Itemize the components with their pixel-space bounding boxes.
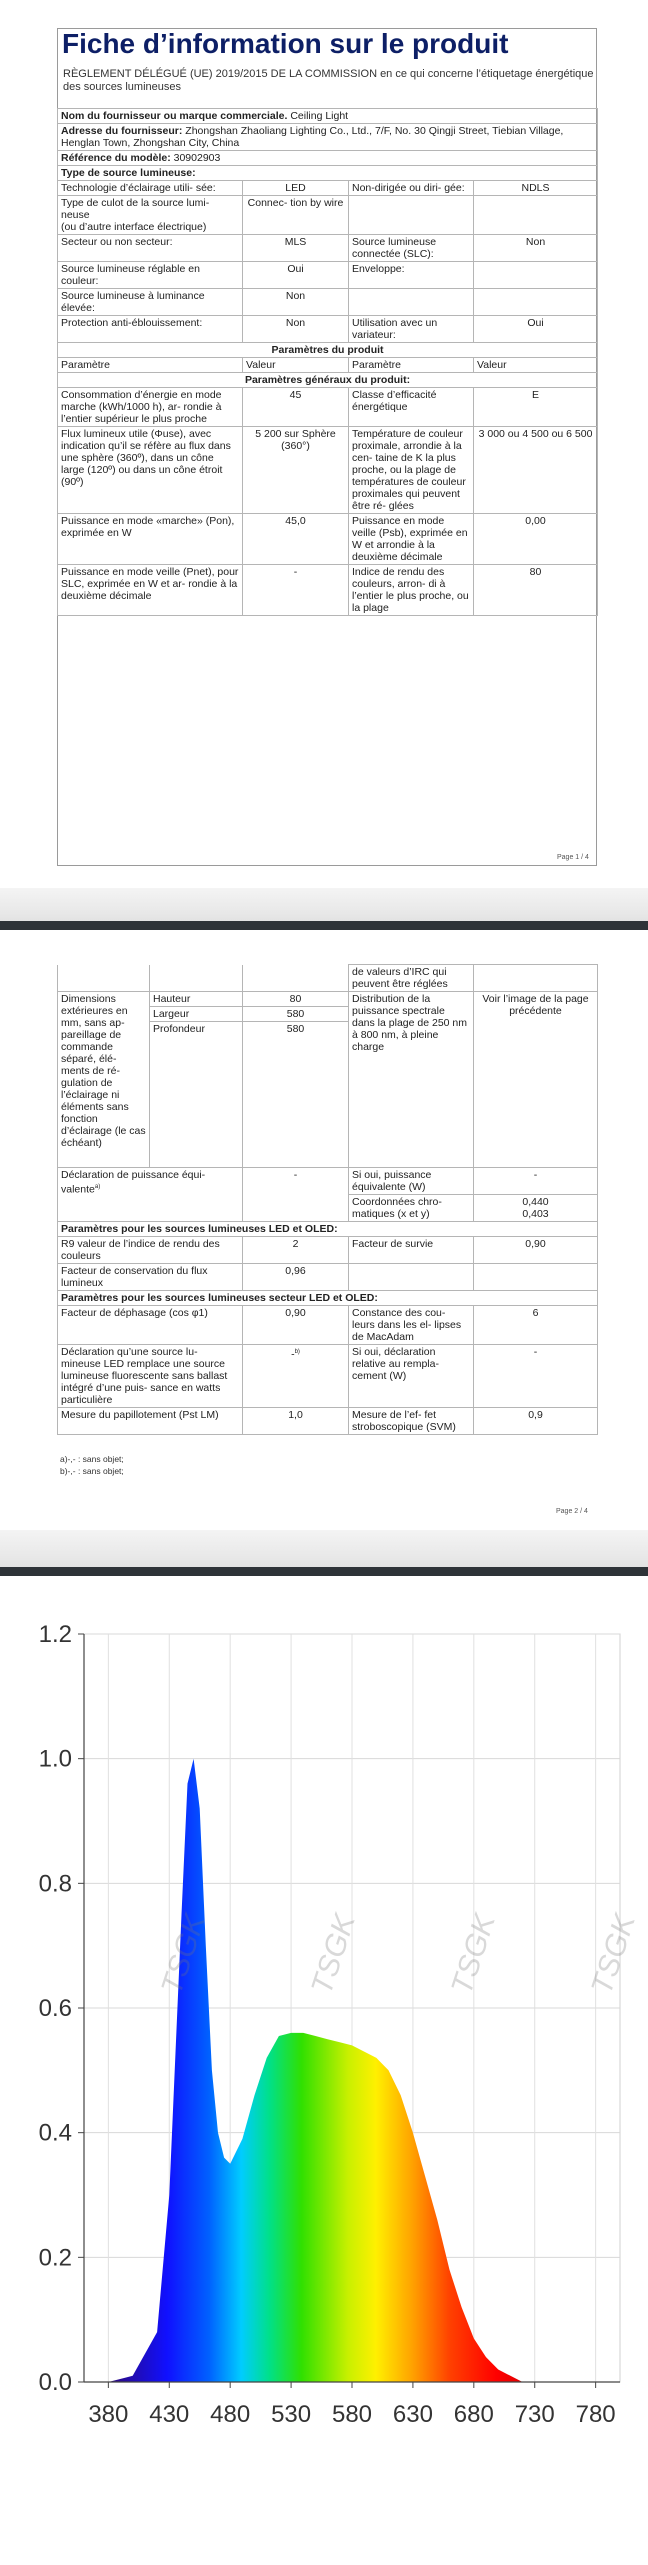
general-title-row [58,373,598,388]
dimension-label: Hauteur [150,992,243,1007]
dimension-value: 580 [243,1022,349,1168]
page-number: Page 2 / 4 [556,1508,588,1515]
param-label: Puissance en mode veille (Pnet), pour SLC, exprimée en W et ar- rondie à la deuxième décimale [58,565,243,616]
param-label: Température de couleur proximale, arrondie à la cen- taine de K la plus proche, ou la plage de températures de couleur proximales qui peuvent être ré- glées [349,427,474,514]
table-row [58,965,598,992]
supplier-row [58,109,598,124]
table-row [58,565,598,616]
param-value: MLS [243,235,349,262]
dimensions-label: Dimensions extérieures en mm, sans ap- pareillage de commande séparé, élé- ments de ré- gulation de l’éclairage ni éléments sans fonction d’éclairage (le cas échéant) [58,992,150,1168]
y-tick-label: 0.6 [38,1995,72,2022]
table-row [58,1264,598,1291]
table-row [58,181,598,196]
y-tick-label: 0.4 [38,2119,72,2147]
replacement-w-label: Si oui, déclaration relative au rempla- cement (W) [349,1345,474,1408]
param-label: Source lumineuse à luminance élevée: [58,289,243,316]
table-row [58,1168,598,1195]
y-tick-label: 0.8 [38,1870,72,1898]
param-value [474,289,598,316]
mains-header: Paramètres pour les sources lumineuses secteur LED et OLED: [58,1291,598,1306]
y-tick-label: 0.0 [38,2369,72,2396]
product-info-table-continued [57,964,598,1435]
watermark: TSGK [305,1910,362,1999]
param-value: 80 [474,565,598,616]
x-tick-label: 530 [271,2401,312,2428]
page-1 [0,0,648,888]
macadam-label: Constance des cou- leurs dans les el- lipses de MacAdam [349,1306,474,1345]
equivalent-power-w-label: Si oui, puissance équivalente (W) [349,1168,474,1195]
y-tick-label: 0.2 [38,2244,72,2272]
y-tick-label: 1.2 [38,1621,72,1648]
param-label: Utilisation avec un variateur: [349,316,474,343]
page-2 [0,930,648,1530]
param-value: Connec- tion by wire [243,196,349,235]
param-value: 5 200 sur Sphère (360°) [243,427,349,514]
col-header-value: Valeur [474,358,598,373]
table-row [58,514,598,565]
page-gap [0,888,648,930]
param-label: Puissance en mode veille (Psb), exprimée en W et arrondie à la deuxième décimale [349,514,474,565]
chromaticity-x: 0,440 [522,1196,549,1208]
footnote-b: b)-,- : sans objet; [60,1466,124,1476]
x-tick-label: 480 [210,2401,251,2428]
param-label: Secteur ou non secteur: [58,235,243,262]
param-label [349,196,474,235]
survival-value: 0,90 [474,1237,598,1264]
param-value: Non [243,289,349,316]
param-value: NDLS [474,181,598,196]
spectrum-area [108,1759,522,2382]
table-row [58,1237,598,1264]
watermark: TSGK [445,1910,502,1999]
mains-header-row [58,1291,598,1306]
table-row [58,992,598,1007]
page-number: Page 1 / 4 [557,854,589,861]
param-label [349,289,474,316]
equivalent-power-w-value: - [474,1168,598,1195]
address-label: Adresse du fournisseur: [61,125,183,137]
model-label: Référence du modèle: [61,152,171,164]
pst-label: Mesure du papillotement (Pst LM) [58,1408,243,1435]
params-title-row [58,343,598,358]
dimension-label: Profondeur [150,1022,243,1168]
survival-label: Facteur de survie [349,1237,474,1264]
cri-range-label: de valeurs d’IRC qui peuvent être réglées [349,965,474,992]
footnote-ref: b) [294,1349,300,1355]
param-label: Flux lumineux utile (Φuse), avec indication qu’il se réfère au flux dans une sphère (360º), dans un cône large (120º) ou dans un cône étroit (90º) [58,427,243,514]
param-value [474,196,598,235]
param-value: 3 000 ou 4 500 ou 6 500 [474,427,598,514]
flux-maintenance-value: 0,96 [243,1264,349,1291]
table-row [58,388,598,427]
param-label: Enveloppe: [349,262,474,289]
x-tick-label: 430 [149,2401,190,2428]
dimension-value: 80 [243,992,349,1007]
param-label: Protection anti-éblouissement: [58,316,243,343]
dimension-value: 580 [243,1007,349,1022]
param-label: Indice de rendu des couleurs, arron- di à l’entier le plus proche, ou la plage [349,565,474,616]
page-3 [0,1576,648,2560]
equivalent-power-value: - [243,1168,349,1222]
x-tick-label: 630 [392,2401,433,2428]
supplier-value: Ceiling Light [290,110,349,122]
spectrum-chart [0,1576,648,2560]
supplier-label: Nom du fournisseur ou marque commerciale. [61,110,288,122]
param-label: Consommation d’énergie en mode marche (kWh/1000 h), ar- rondie à l’entier supérieur le plus proche [58,388,243,427]
param-label: Type de culot de la source lumi- neuse (ou d’autre interface électrique) [58,196,243,235]
param-value: LED [243,181,349,196]
table-row [58,427,598,514]
watermark: TSGK [155,1910,212,1999]
replacement-w-value: - [474,1345,598,1408]
table-row [58,235,598,262]
type-header-row [58,166,598,181]
param-label: Puissance en mode «marche» (Pon), exprimée en W [58,514,243,565]
table-row [58,1345,598,1408]
x-tick-label: 580 [331,2401,373,2428]
footnote-a: a)-,- : sans objet; [60,1454,124,1464]
type-header: Type de source lumineuse: [58,166,598,181]
x-tick-label: 380 [88,2401,129,2428]
param-value: Oui [474,316,598,343]
param-label: Non-dirigée ou diri- gée: [349,181,474,196]
table-row [58,316,598,343]
svm-label: Mesure de l’ef- fet stroboscopique (SVM) [349,1408,474,1435]
table-row [58,196,598,235]
col-header-value: Valeur [243,358,349,373]
table-row [58,262,598,289]
cosphi-label: Facteur de déphasage (cos φ1) [58,1306,243,1345]
cosphi-value: 0,90 [243,1306,349,1345]
dimension-label: Largeur [150,1007,243,1022]
spectral-label: Distribution de la puissance spectrale dans la plage de 250 nm à 800 nm, à pleine charge [349,992,474,1168]
equivalent-power-label: Déclaration de puissance équi- valente [61,1169,206,1196]
r9-value: 2 [243,1237,349,1264]
model-value: 30902903 [173,152,221,164]
col-header-param: Paramètre [58,358,243,373]
pst-value: 1,0 [243,1408,349,1435]
table-row [58,289,598,316]
address-row [58,124,598,151]
replacement-label: Déclaration qu’une source lu- mineuse LED remplace une source lumineuse fluorescente sans ballast intégré d’une puis- sance en watts particulière [58,1345,243,1408]
svm-value: 0,9 [474,1408,598,1435]
table-row [58,1408,598,1435]
led-header-row [58,1222,598,1237]
footnote-ref: a) [94,1184,101,1190]
param-label: Technologie d’éclairage utili- sée: [58,181,243,196]
y-tick-label: 1.0 [38,1745,72,1773]
r9-label: R9 valeur de l’indice de rendu des couleurs [58,1237,243,1264]
flux-maintenance-label: Facteur de conservation du flux lumineux [58,1264,243,1291]
col-header-param: Paramètre [349,358,474,373]
param-value: Non [243,316,349,343]
x-tick-label: 680 [453,2401,494,2428]
page-gap [0,1530,648,1576]
chromaticity-label: Coordonnées chro- matiques (x et y) [349,1195,474,1222]
watermark: TSGK [585,1910,642,1999]
param-label: Classe d’efficacité énergétique [349,388,474,427]
param-value: 45 [243,388,349,427]
column-header-row [58,358,598,373]
macadam-value: 6 [474,1306,598,1345]
x-tick-label: 730 [514,2401,555,2428]
page-subtitle: RÈGLEMENT DÉLÉGUÉ (UE) 2019/2015 DE LA COMMISSION en ce qui concerne l’étiquetage énergétique des sources lumineuses [63,68,594,93]
param-label: Source lumineuse connectée (SLC): [349,235,474,262]
model-row [58,151,598,166]
param-value: 0,00 [474,514,598,565]
x-tick-label: 780 [575,2401,616,2428]
param-value: Non [474,235,598,262]
param-value [474,262,598,289]
param-value: - [243,565,349,616]
replacement-value: - [291,1348,295,1361]
param-value: Oui [243,262,349,289]
page-title: Fiche d’information sur le produit [62,28,509,59]
params-title: Paramètres du produit [58,343,598,358]
address-value: Zhongshan Zhaoliang Lighting Co., Ltd., 7/F, No. 30 Qingji Street, Tiebian Village, Henglan Town, Zhongshan City, China [61,125,564,149]
param-label: Source lumineuse réglable en couleur: [58,262,243,289]
led-header: Paramètres pour les sources lumineuses LED et OLED: [58,1222,598,1237]
general-title: Paramètres généraux du produit: [58,373,598,388]
chromaticity-y: 0,403 [522,1208,549,1220]
product-info-table [57,108,598,616]
param-value: E [474,388,598,427]
table-row [58,1306,598,1345]
spectral-value: Voir l’image de la page précédente [474,992,598,1168]
param-value: 45,0 [243,514,349,565]
